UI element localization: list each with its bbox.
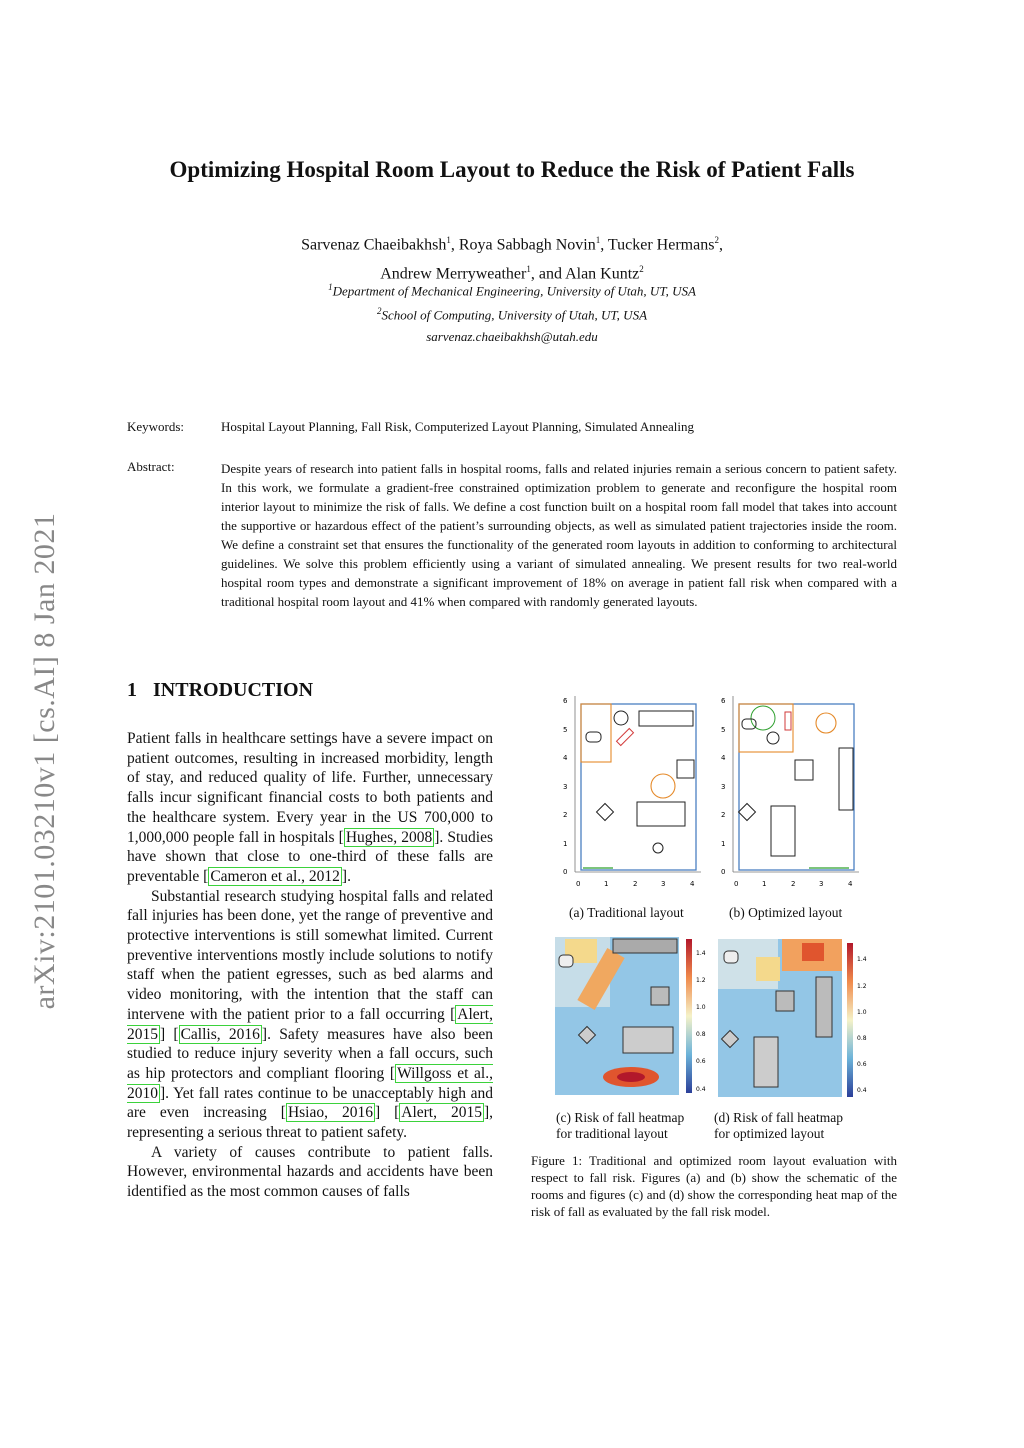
author-sup: 1 (526, 264, 531, 275)
author-sup: 2 (714, 235, 719, 245)
y-tick-labels (721, 697, 726, 876)
x-tick: 0 (576, 880, 581, 888)
colorbar-tick: 0.8 (696, 1031, 706, 1038)
colorbar-tick: 1.0 (857, 1009, 867, 1016)
abstract-label: Abstract: (127, 459, 175, 474)
subcaption-c-line-1: (c) Risk of fall heatmap (556, 1110, 685, 1125)
bathroom-door (617, 729, 634, 746)
toilet (586, 732, 601, 742)
citation-link[interactable]: Cameron et al., 2012 (210, 867, 340, 885)
toilet (559, 955, 573, 967)
y-tick: 4 (721, 754, 726, 762)
colorbar-ticks (857, 956, 867, 1094)
chair (677, 760, 694, 778)
text-run: ] [ (160, 1025, 179, 1043)
y-tick: 1 (721, 840, 726, 848)
colorbar-tick: 0.6 (857, 1061, 867, 1068)
author-sep: , (718, 236, 723, 254)
author-name: , Tucker Hermans (600, 236, 715, 254)
keywords-text: Hospital Layout Planning, Fall Risk, Computerized Layout Planning, Simulated Annealing (221, 419, 695, 434)
bed (637, 802, 685, 826)
text-run: ]. Safety measures have also been studied to reduce injury severity when a fall occurs, such as hip protectors and compliant flooring [ (127, 1025, 494, 1082)
x-tick: 3 (819, 880, 824, 888)
y-tick-labels (563, 697, 568, 876)
x-tick: 1 (762, 880, 767, 888)
author-sup: 1 (595, 235, 601, 245)
y-tick: 1 (563, 840, 568, 848)
citation-link[interactable]: Hughes, 2008 (345, 828, 433, 846)
bed (623, 1027, 673, 1053)
x-tick: 2 (633, 880, 638, 888)
author-name: Andrew Merryweather (380, 265, 527, 283)
colorbar-tick: 1.2 (857, 983, 867, 990)
text-run: Substantial research studying hospital falls and related fall injuries has been done, yet the range of preventive and protective interventions is still somewhat limited. Current preventive interventions mostly include solutions to notify staff when the patient egresses, such as bed alarms and video monitoring, with the intention that the staff can intervene with the patient prior to a fall occurring [ (127, 887, 493, 1023)
y-tick: 6 (721, 697, 726, 705)
subcaption-b: (b) Optimized layout (729, 905, 843, 920)
text-run: ]. Studies have shown that close to one-third of these falls are preventable [ (127, 828, 493, 885)
arxiv-sidebar (22, 478, 68, 1043)
heat-warm-zone (756, 957, 780, 981)
room-boundary (739, 704, 854, 870)
author-email[interactable]: sarvenaz.chaeibakhsh@utah.edu (426, 328, 598, 344)
citation-link[interactable]: Hsiao, 2016 (287, 1104, 373, 1122)
subcaption-d (714, 1110, 843, 1142)
figure-b-optimized-layout (713, 690, 865, 890)
turning-circle (651, 774, 675, 798)
bathroom-door (785, 712, 791, 730)
affiliation-1 (0, 277, 1024, 301)
bedside-table (597, 804, 614, 821)
author-name: Sarvenaz Chaeibakhsh (301, 236, 447, 254)
colorbar-tick: 0.4 (696, 1086, 706, 1093)
x-tick-labels (576, 880, 695, 888)
colorbar-tick: 1.4 (696, 950, 706, 957)
figure-caption: Figure 1: Traditional and optimized room layout evaluation with respect to fall risk. Figures (a) and (b) show the schematic of the rooms and figures (c) and (d) show the corresponding heat map of the risk of fall as evaluated by the fall risk model. (531, 1153, 897, 1219)
text-run: ]. Yet fall rates continue to be unacceptably high and are even increasing [ (127, 1084, 493, 1122)
x-tick-labels (734, 880, 853, 888)
affiliation-sup: 2 (376, 306, 382, 317)
y-tick: 5 (563, 726, 568, 734)
text-run: Patient falls in healthcare settings have a severe impact on patient outcomes, resulting in increased morbidity, length of stay, and reduced quality of life. Further, unnecessary falls incur significant financial costs to both patients and the healthcare system. Every year in the US 700,000 to 1,000,000 people fall in hospitals [ (127, 730, 493, 846)
couch (816, 977, 832, 1037)
subcaption-c-line-2: for traditional layout (556, 1126, 668, 1141)
colorbar-tick: 0.8 (857, 1035, 867, 1042)
colorbar (847, 943, 853, 1097)
affiliation-text: School of Computing, University of Utah, UT, USA (381, 307, 648, 323)
x-tick: 1 (604, 880, 609, 888)
heat-peak-zone (617, 1072, 645, 1082)
intro-paragraph-2 (127, 887, 493, 1143)
subcaption-d-line-2: for optimized layout (714, 1126, 825, 1141)
colorbar-ticks (696, 950, 706, 1093)
iv-pole (816, 713, 836, 733)
colorbar-tick: 0.4 (857, 1087, 867, 1094)
sink (614, 711, 628, 725)
citation-link[interactable]: Callis, 2016 (180, 1025, 260, 1043)
y-tick: 0 (721, 868, 726, 876)
y-tick: 4 (563, 754, 568, 762)
bedside-table (739, 804, 756, 821)
citation-link[interactable]: Willgoss et al., 2010 (127, 1064, 493, 1102)
y-tick: 2 (563, 811, 568, 819)
intro-paragraph-1 (127, 729, 493, 887)
section-heading (127, 679, 313, 702)
subcaption-c (556, 1110, 684, 1142)
author-name: , and Alan Kuntz (530, 265, 640, 283)
text-run: ]. (341, 867, 351, 885)
intro-body (127, 729, 493, 1202)
abstract-text: Despite years of research into patient falls in hospital rooms, falls and related injuries remain a serious concern to patient safety. In this work, we formulate a gradient-free constrained optimization problem to generate and reconfigure the hospital room interior layout to minimize the risk of falls. We define a cost function built on a hospital room fall model that takes into account the supportive or hazardous effect of the patient’s surrounding objects, as well as simulated patient trajectories inside the room. We define a constraint set that ensures the functionality of the generated room layouts in addition to conforming to architectural guidelines. We solve this problem efficiently using a variant of simulated annealing. We present results for two real-world hospital room types and demonstrate a significant improvement of 18% on average in patient fall risk when compared with a traditional hospital room layout and 41% when compared with randomly generated layouts. (221, 461, 897, 609)
affiliation-text: Department of Mechanical Engineering, University of Utah, UT, USA (332, 283, 696, 299)
keywords-label: Keywords: (127, 419, 185, 434)
bed (754, 1037, 778, 1087)
arxiv-id: arXiv:2101.03210v1 [cs.AI] 8 Jan 2021 (28, 512, 61, 1009)
bathroom (581, 704, 611, 762)
figure-a-traditional-layout (553, 690, 705, 890)
section-number: 1 (127, 679, 137, 701)
colorbar-tick: 1.0 (696, 1004, 706, 1011)
y-tick: 6 (563, 697, 568, 705)
y-tick: 3 (563, 783, 568, 791)
author-sup: 2 (639, 264, 644, 275)
author-sup: 1 (446, 235, 451, 245)
y-tick: 2 (721, 811, 726, 819)
couch (613, 939, 677, 953)
citation-link[interactable]: Alert, 2015 (127, 1005, 493, 1043)
y-tick: 0 (563, 868, 568, 876)
affiliation-2 (0, 301, 1024, 325)
affiliations (0, 277, 1024, 347)
chair (776, 991, 794, 1011)
bed (771, 806, 795, 856)
subcaption-a: (a) Traditional layout (569, 905, 684, 920)
colorbar-tick: 0.6 (696, 1058, 706, 1065)
toilet (742, 719, 756, 729)
x-tick: 2 (791, 880, 796, 888)
affiliation-sup: 1 (328, 282, 333, 292)
x-tick: 0 (734, 880, 739, 888)
citation-link[interactable]: Alert, 2015 (401, 1104, 482, 1122)
figure-c-heatmap-traditional (553, 935, 713, 1099)
y-tick: 5 (721, 726, 726, 734)
iv-pole (653, 843, 663, 853)
subcaption-d-line-1: (d) Risk of fall heatmap (714, 1110, 843, 1125)
author-line-1 (0, 228, 1024, 257)
text-run: ] [ (374, 1104, 400, 1122)
colorbar-tick: 1.4 (857, 956, 867, 963)
section-title: INTRODUCTION (153, 679, 314, 701)
couch (639, 711, 693, 726)
paper-title: Optimizing Hospital Room Layout to Reduce the Risk of Patient Falls (169, 157, 855, 182)
x-tick: 4 (848, 880, 853, 888)
couch (839, 748, 853, 810)
author-name: , Roya Sabbagh Novin (450, 236, 596, 254)
sink (767, 732, 779, 744)
colorbar (686, 939, 692, 1093)
chair (795, 760, 813, 780)
intro-paragraph-3: A variety of causes contribute to patient falls. However, environmental hazards and accidents have been identified as the most common causes of falls (127, 1143, 493, 1201)
text-run: ], representing a serious threat to patient safety. (127, 1104, 493, 1142)
heat-peak-zone (802, 943, 824, 961)
turning-circle (751, 706, 775, 730)
y-tick: 3 (721, 783, 726, 791)
chair (651, 987, 669, 1005)
x-tick: 4 (690, 880, 695, 888)
room-boundary (581, 704, 696, 870)
x-tick: 3 (661, 880, 666, 888)
toilet (724, 951, 738, 963)
colorbar-tick: 1.2 (696, 977, 706, 984)
figure-d-heatmap-optimized (716, 937, 876, 1101)
